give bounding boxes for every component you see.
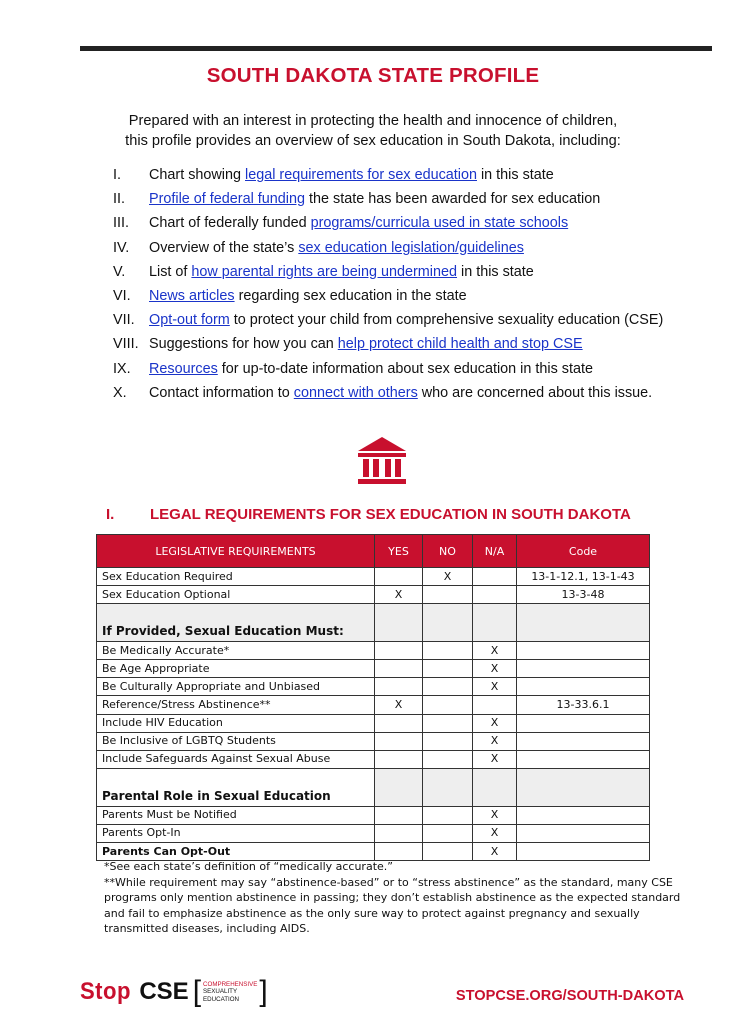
table-row — [97, 714, 650, 732]
requirement-cell: Be Medically Accurate* — [97, 642, 375, 660]
yes-cell: X — [375, 696, 423, 714]
table-row — [97, 642, 650, 660]
yes-cell — [375, 824, 423, 842]
section-title: LEGAL REQUIREMENTS FOR SEX EDUCATION IN SOUTH DAKOTA — [150, 506, 631, 523]
yes-cell — [375, 678, 423, 696]
logo-line-3: EDUCATION — [203, 995, 240, 1003]
code-cell — [517, 806, 650, 824]
top-rule — [80, 46, 712, 51]
requirement-cell: Be Age Appropriate — [97, 660, 375, 678]
code-cell — [517, 732, 650, 750]
toc-number: VI. — [113, 287, 131, 304]
intro-line-1: Prepared with an interest in protecting the health and innocence of children, — [128, 113, 618, 129]
no-cell — [423, 696, 473, 714]
stop-cse-logo[interactable] — [80, 974, 268, 1010]
footnotes — [104, 859, 684, 937]
toc-text: who are concerned about this issue. — [417, 384, 653, 401]
code-cell — [517, 824, 650, 842]
na-cell: X — [473, 678, 517, 696]
toc-link-federal-funding[interactable]: Profile of federal funding — [149, 191, 305, 208]
toc-text: Contact information to — [149, 384, 294, 401]
logo-cse: CSE — [139, 978, 189, 1005]
no-cell: X — [423, 568, 473, 586]
right-bracket-icon: ] — [259, 975, 268, 1008]
toc-item — [113, 213, 713, 237]
table-row — [97, 824, 650, 842]
toc-link-resources[interactable]: Resources — [149, 360, 218, 377]
toc-item — [113, 262, 713, 286]
table-row — [97, 660, 650, 678]
toc-text: Overview of the state’s — [149, 239, 299, 256]
yes-cell — [375, 732, 423, 750]
code-cell — [517, 642, 650, 660]
requirement-cell: Include HIV Education — [97, 714, 375, 732]
no-cell — [423, 806, 473, 824]
column-header: NO — [423, 535, 473, 568]
table-row — [97, 568, 650, 586]
code-cell — [517, 714, 650, 732]
yes-cell — [375, 806, 423, 824]
toc-text: Chart showing — [149, 167, 245, 183]
toc-item — [113, 286, 713, 310]
toc-item — [113, 238, 713, 262]
no-cell — [423, 824, 473, 842]
yes-cell — [375, 843, 423, 861]
column-header: YES — [375, 535, 423, 568]
column-header: N/A — [473, 535, 517, 568]
section-label: If Provided, Sexual Education Must: — [97, 604, 375, 642]
toc-link-legal-requirements[interactable]: legal requirements for sex education — [245, 167, 477, 183]
na-cell — [473, 568, 517, 586]
requirement-cell: Parents Opt-In — [97, 824, 375, 842]
toc-text: List of — [149, 263, 192, 280]
toc-number: IX. — [113, 360, 131, 377]
requirement-cell: Be Culturally Appropriate and Unbiased — [97, 678, 375, 696]
footnote-abstinence: **While requirement may say “abstinence-based” or to “stress abstinence” as the standard, many CSE programs only mention abstinence in passing; they don’t establish abstinence as the expected standard and fail to emphasize abstinence as the only sure way to protect against pregnancy and sexually transmitted diseases, including AIDS. — [104, 875, 681, 935]
toc-link-programs-curricula[interactable]: programs/curricula used in state schools — [310, 215, 569, 232]
logo-line-2: SEXUALITY — [203, 988, 238, 996]
code-cell — [517, 843, 650, 861]
logo-line-1: COMPREHENSIVE — [203, 981, 258, 989]
yes-cell — [375, 642, 423, 660]
toc-item — [113, 165, 713, 189]
na-cell — [473, 586, 517, 604]
requirement-cell: Sex Education Required — [97, 568, 375, 586]
table-row — [97, 696, 650, 714]
toc-text: the state has been awarded for sex education — [305, 191, 601, 208]
toc-link-legislation[interactable]: sex education legislation/guidelines — [298, 239, 524, 256]
empty-cell — [375, 604, 423, 642]
empty-cell — [423, 604, 473, 642]
toc-number: I. — [113, 167, 121, 183]
na-cell: X — [473, 750, 517, 768]
na-cell: X — [473, 824, 517, 842]
table-header-row — [97, 535, 650, 568]
requirement-cell: Parents Can Opt-Out — [97, 843, 375, 861]
table-row — [97, 843, 650, 861]
toc-link-connect[interactable]: connect with others — [293, 384, 418, 401]
column-header: Code — [517, 535, 650, 568]
section-number: I. — [106, 506, 115, 523]
no-cell — [423, 843, 473, 861]
no-cell — [423, 678, 473, 696]
empty-cell — [473, 768, 517, 806]
code-cell — [517, 750, 650, 768]
code-cell: 13-3-48 — [517, 586, 650, 604]
code-cell: 13-1-12.1, 13-1-43 — [517, 568, 650, 586]
no-cell — [423, 642, 473, 660]
empty-cell — [423, 768, 473, 806]
requirement-cell: Be Inclusive of LGBTQ Students — [97, 732, 375, 750]
left-bracket-icon: [ — [192, 975, 202, 1008]
table-row — [97, 678, 650, 696]
requirement-cell: Parents Must be Notified — [97, 806, 375, 824]
table-section-row — [97, 604, 650, 642]
empty-cell — [473, 604, 517, 642]
footnote-medically-accurate: *See each state’s definition of “medically accurate.” — [104, 860, 393, 873]
table-row — [97, 586, 650, 604]
code-cell — [517, 660, 650, 678]
toc-text: in this state — [476, 167, 554, 183]
toc-number: VII. — [113, 312, 135, 329]
empty-cell — [375, 768, 423, 806]
yes-cell — [375, 660, 423, 678]
na-cell — [473, 696, 517, 714]
toc-text: to protect your child from comprehensive sexuality education (CSE) — [229, 312, 664, 329]
government-building-icon — [356, 435, 408, 485]
column-header: LEGISLATIVE REQUIREMENTS — [97, 535, 375, 568]
requirement-cell: Reference/Stress Abstinence** — [97, 696, 375, 714]
na-cell: X — [473, 843, 517, 861]
logo-stop: Stop — [80, 978, 131, 1005]
requirement-cell: Sex Education Optional — [97, 586, 375, 604]
na-cell: X — [473, 660, 517, 678]
no-cell — [423, 750, 473, 768]
requirement-cell: Include Safeguards Against Sexual Abuse — [97, 750, 375, 768]
logo-tagline-stack — [201, 981, 259, 1003]
table-row — [97, 806, 650, 824]
table-of-contents — [113, 165, 713, 407]
logo-tagline — [193, 977, 268, 1007]
na-cell: X — [473, 714, 517, 732]
yes-cell — [375, 568, 423, 586]
na-cell: X — [473, 642, 517, 660]
no-cell — [423, 714, 473, 732]
toc-number: II. — [113, 191, 125, 208]
no-cell — [423, 586, 473, 604]
yes-cell: X — [375, 586, 423, 604]
yes-cell — [375, 714, 423, 732]
toc-link-parental-rights[interactable]: how parental rights are being undermined — [191, 263, 458, 280]
intro-paragraph — [60, 111, 686, 151]
intro-line-2: this profile provides an overview of sex education in South Dakota, including: — [125, 133, 621, 149]
toc-text: for up-to-date information about sex education in this state — [217, 360, 593, 377]
na-cell: X — [473, 732, 517, 750]
toc-number: III. — [113, 215, 129, 232]
page-title: SOUTH DAKOTA STATE PROFILE — [206, 64, 540, 87]
toc-text: regarding sex education in the state — [234, 287, 467, 304]
table-section-row — [97, 768, 650, 806]
table-row — [97, 732, 650, 750]
table-row — [97, 750, 650, 768]
toc-item — [113, 310, 713, 334]
toc-number: X. — [113, 384, 127, 401]
toc-text: Chart of federally funded — [149, 215, 311, 232]
empty-cell — [517, 604, 650, 642]
na-cell: X — [473, 806, 517, 824]
toc-item — [113, 189, 713, 213]
toc-link-stop-cse[interactable]: help protect child health and stop CSE — [337, 336, 583, 353]
no-cell — [423, 660, 473, 678]
toc-number: V. — [113, 263, 126, 280]
toc-link-news-articles[interactable]: News articles — [149, 287, 235, 304]
code-cell: 13-33.6.1 — [517, 696, 650, 714]
toc-item — [113, 383, 713, 407]
section-heading — [106, 506, 631, 523]
no-cell — [423, 732, 473, 750]
toc-text: in this state — [457, 263, 534, 280]
toc-item — [113, 334, 713, 358]
toc-number: IV. — [113, 239, 130, 256]
toc-text: Suggestions for how you can — [149, 336, 338, 353]
empty-cell — [517, 768, 650, 806]
toc-item — [113, 359, 713, 383]
section-label: Parental Role in Sexual Education — [97, 768, 375, 806]
code-cell — [517, 678, 650, 696]
legal-requirements-table — [96, 534, 650, 861]
toc-link-opt-out-form[interactable]: Opt-out form — [149, 312, 230, 329]
toc-number: VIII. — [113, 336, 139, 353]
footer-url-link[interactable]: STOPCSE.ORG/SOUTH-DAKOTA — [455, 988, 684, 1004]
yes-cell — [375, 750, 423, 768]
